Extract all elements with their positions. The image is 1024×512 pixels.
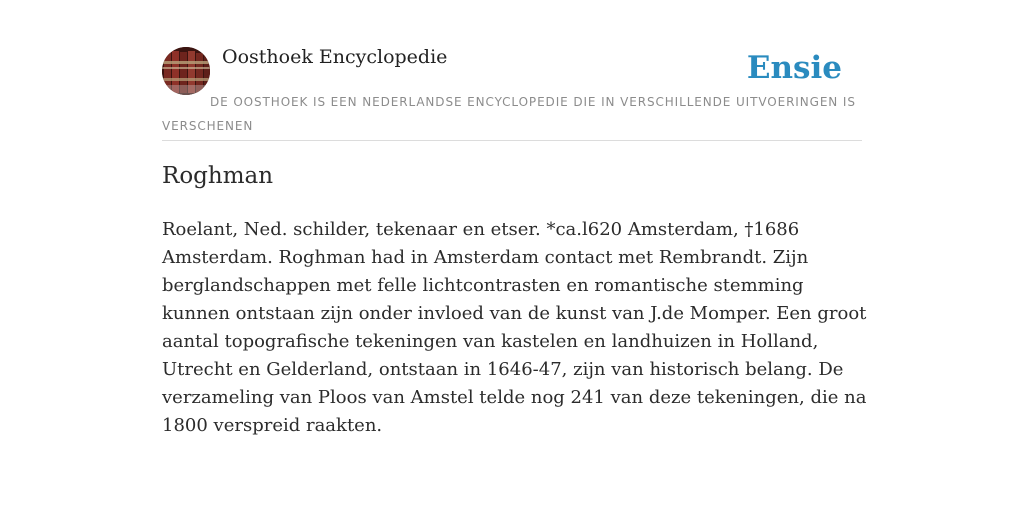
brand-logo[interactable]: Ensie	[746, 50, 842, 86]
article-title: Roghman	[162, 163, 274, 189]
page	[162, 0, 867, 436]
source-description: DE OOSTHOEK IS EEN NEDERLANDSE ENCYCLOPEDIE DIE IN VERSCHILLENDE UITVOERINGEN IS VERSCHENEN	[162, 95, 856, 133]
header	[162, 0, 862, 141]
source-title[interactable]: Oosthoek Encyclopedie	[222, 46, 448, 68]
article-body: Roelant, Ned. schilder, tekenaar en etser. *ca.l620 Amsterdam, †1686 Amsterdam. Roghman had in Amsterdam contact met Rembrandt. Zijn berglandschappen met felle lichtcontrasten en romantische stemming kunnen ontstaan zijn onder invloed van de kunst van J.de Momper. Een groot aantal topografische tekeningen van kastelen en landhuizen in Holland, Utrecht en Gelderland, ontstaan in 1646-47, zijn van historisch belang. De verzameling van Ploos van Amstel telde nog 241 van deze tekeningen, die na 1800 verspreid raakten.	[162, 219, 867, 436]
encyclopedia-books-icon[interactable]	[162, 47, 210, 95]
